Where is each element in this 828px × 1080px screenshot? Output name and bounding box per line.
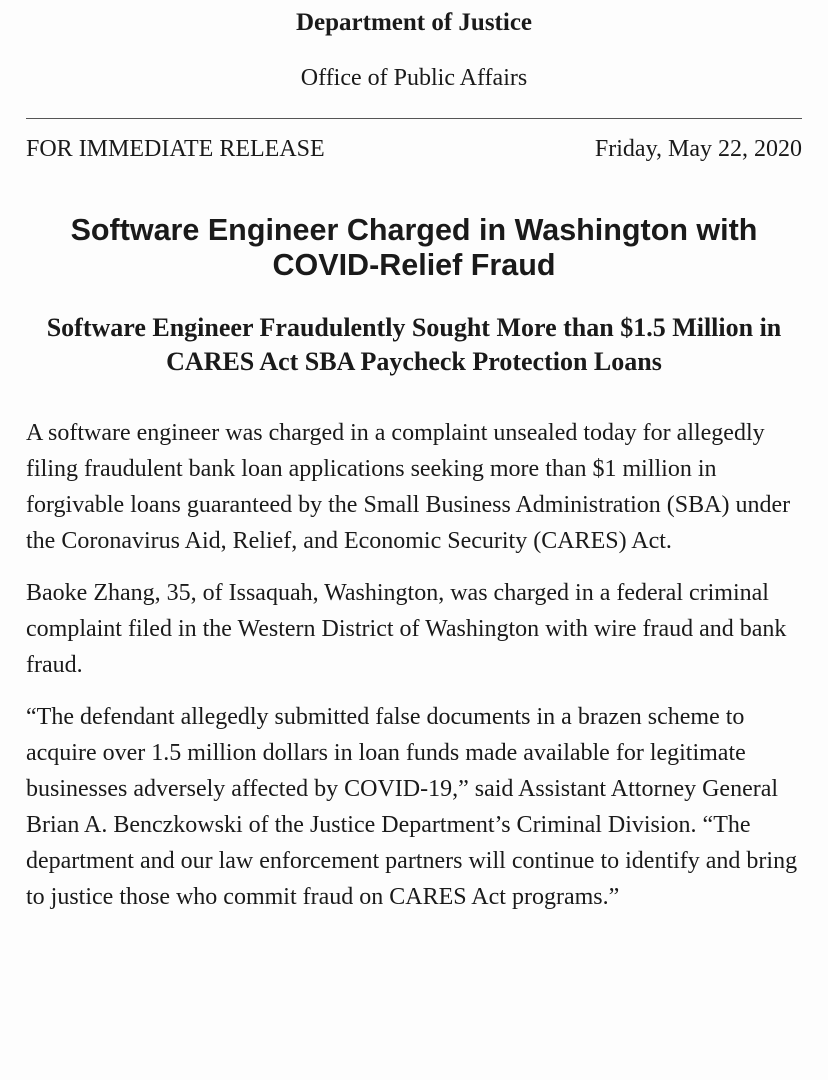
- department-name: Department of Justice: [295, 9, 533, 36]
- release-info: [26, 135, 802, 163]
- office-name: Office of Public Affairs: [300, 65, 528, 91]
- article-title: Software Engineer Charged in Washington with COVID-Relief Fraud: [70, 213, 758, 282]
- body-paragraph: Baoke Zhang, 35, of Issaquah, Washington, was charged in a federal criminal complaint filed in the Western District of Washington with wire fraud and bank fraud.: [26, 580, 787, 678]
- header-divider: [26, 118, 802, 119]
- article-subtitle: Software Engineer Fraudulently Sought More than $1.5 Million in CARES Act SBA Paycheck Protection Loans: [46, 313, 782, 376]
- body-paragraph: A software engineer was charged in a complaint unsealed today for allegedly filing fraudulent bank loan applications seeking more than $1 million in forgivable loans guaranteed by the Small Business Administration (SBA) under the Coronavirus Aid, Relief, and Economic Security (CARES) Act.: [26, 420, 791, 554]
- article-body: [26, 415, 802, 915]
- body-paragraph: “The defendant allegedly submitted false documents in a brazen scheme to acquire over 1.5 million dollars in loan funds made available for legitimate businesses adversely affected by COVID-19,” said Assistant Attorney General Brian A. Benczkowski of the Justice Department’s Criminal Division. “The department and our law enforcement partners will continue to identify and bring to justice those who commit fraud on CARES Act programs.”: [26, 704, 798, 910]
- release-label: FOR IMMEDIATE RELEASE: [26, 136, 325, 162]
- release-date: Friday, May 22, 2020: [594, 136, 802, 162]
